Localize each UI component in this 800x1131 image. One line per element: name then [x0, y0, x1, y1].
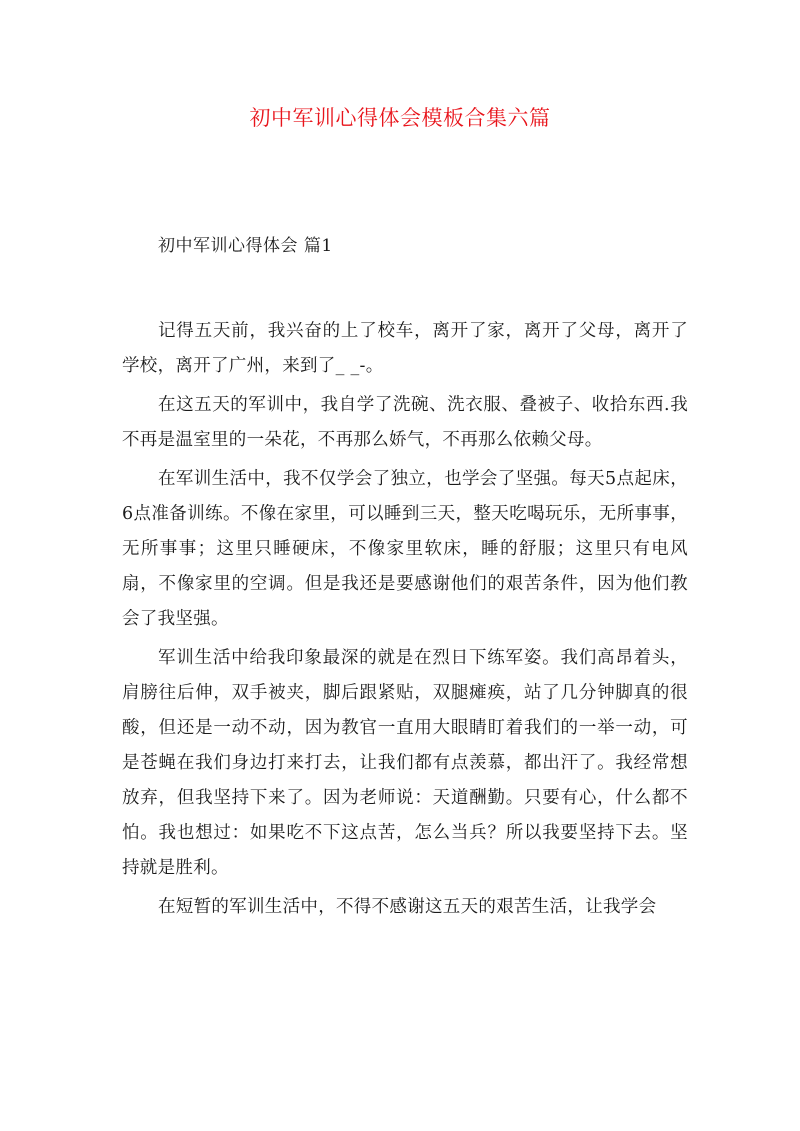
document-title: 初中军训心得体会模板合集六篇 — [249, 106, 551, 130]
paragraph-2: 在这五天的军训中，我自学了洗碗、洗衣服、叠被子、收拾东西.我不再是温室里的一朵花，不再那么娇气，不再那么依赖父母。 — [122, 395, 688, 450]
paragraph-4: 军训生活中给我印象最深的就是在烈日下练军姿。我们高昂着头，肩膀往后伸，双手被夹，脚后跟紧贴，双腿瘫痪，站了几分钟脚真的很酸，但还是一动不动，因为教官一直用大眼睛盯着我们的一举一动，可是苍蝇在我们身边打来打去，让我们都有点羡慕，都出汗了。我经常想放弃，但我坚持下来了。因为老师说：天道酬勤。只要有心，什么都不怕。我也想过：如果吃不下这点苦，怎么当兵？所以我要坚持下去。坚持就是胜利。 — [122, 648, 688, 878]
section-heading: 初中军训心得体会 篇1 — [158, 236, 333, 256]
paragraph-1: 记得五天前，我兴奋的上了校车，离开了家，离开了父母，离开了学校，离开了广州，来到了_ _-。 — [122, 321, 688, 376]
paragraph-5: 在短暂的军训生活中，不得不感谢这五天的艰苦生活，让我学会 — [158, 897, 657, 917]
paragraph-3: 在军训生活中，我不仅学会了独立，也学会了坚强。每天5点起床，6点准备训练。不像在家里，可以睡到三天，整天吃喝玩乐，无所事事，无所事事；这里只睡硬床，不像家里软床，睡的舒服；这里只有电风扇，不像家里的空调。但是我还是要感谢他们的艰苦条件，因为他们教会了我坚强。 — [122, 469, 688, 629]
body-text — [122, 314, 688, 929]
